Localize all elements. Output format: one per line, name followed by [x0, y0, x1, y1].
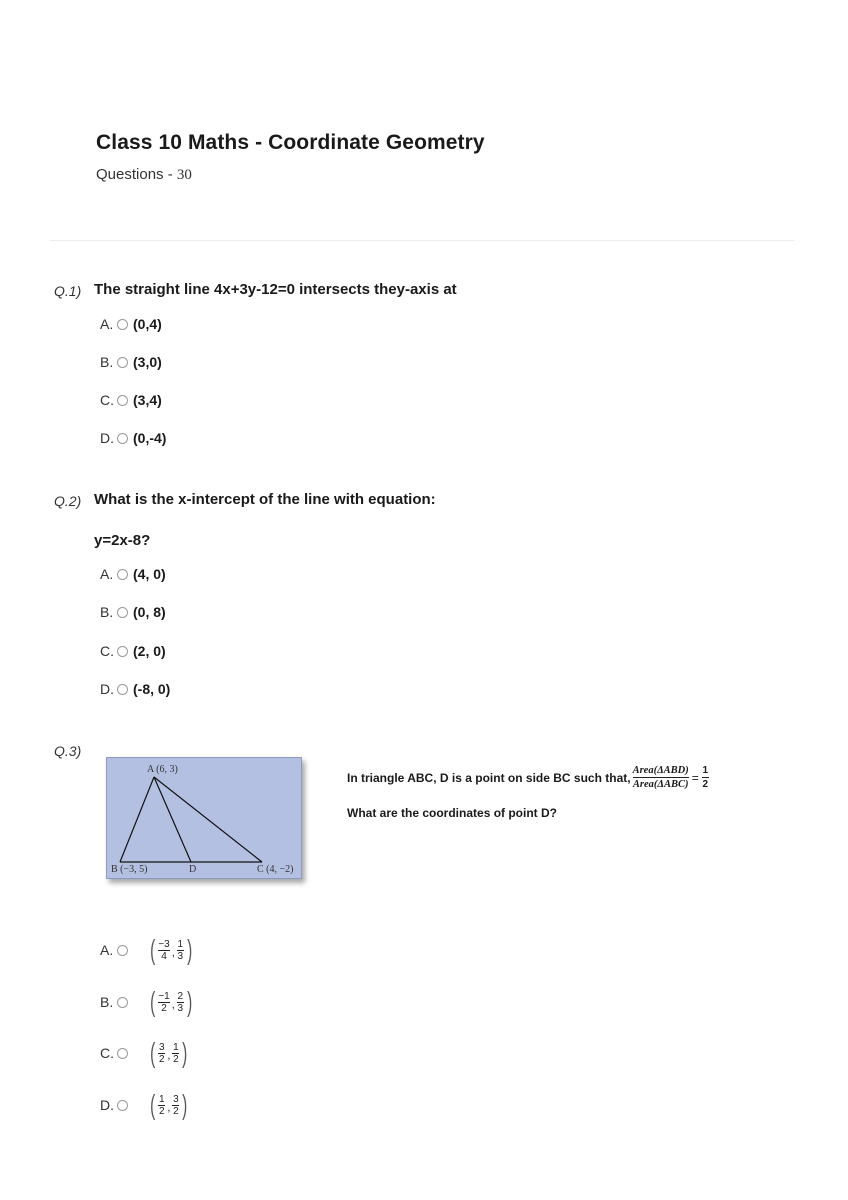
- x-fraction: [158, 939, 169, 962]
- y-denominator: 2: [173, 1105, 179, 1117]
- y-fraction: [177, 939, 184, 962]
- option-text: (0,4): [133, 316, 162, 332]
- right-paren: ): [182, 1037, 188, 1068]
- radio-button[interactable]: [117, 319, 128, 330]
- option-letter: D.: [100, 1097, 114, 1113]
- point-b-label: B (−3, 5): [111, 864, 148, 875]
- x-numerator: 3: [159, 1041, 165, 1053]
- x-fraction: [158, 991, 169, 1014]
- q3-statement-text: In triangle ABC, D is a point on side BC such that,: [347, 770, 631, 785]
- point-a-label: A (6, 3): [147, 764, 178, 775]
- q1-option-a[interactable]: [100, 314, 162, 334]
- comma: ,: [167, 1102, 171, 1114]
- questions-count: [96, 166, 192, 184]
- q3-option-d[interactable]: [100, 1090, 190, 1120]
- q2-label: Q.2): [54, 493, 82, 509]
- radio-button[interactable]: [117, 607, 128, 618]
- comma: ,: [171, 947, 175, 959]
- ratio-denominator: Area(ΔABC): [632, 779, 689, 790]
- comma: ,: [171, 999, 175, 1011]
- y-numerator: 2: [177, 990, 184, 1002]
- coordinate-pair: [148, 1039, 190, 1067]
- y-fraction: [172, 1094, 179, 1117]
- page-title: Class 10 Maths - Coordinate Geometry: [96, 131, 485, 154]
- option-letter: B.: [100, 354, 114, 370]
- q1-text: The straight line 4x+3y-12=0 intersects they-axis at: [94, 281, 457, 298]
- q3-option-c[interactable]: [100, 1038, 190, 1068]
- radio-button[interactable]: [117, 945, 128, 956]
- q2-option-a[interactable]: [100, 564, 166, 584]
- left-paren: (: [150, 934, 156, 965]
- option-letter: C.: [100, 392, 114, 408]
- option-text: (0,-4): [133, 430, 167, 446]
- radio-button[interactable]: [117, 997, 128, 1008]
- x-denominator: 4: [161, 950, 167, 962]
- y-numerator: 3: [173, 1093, 179, 1105]
- y-fraction: [177, 991, 184, 1014]
- questions-number: 30: [176, 167, 192, 183]
- y-fraction: [172, 1042, 179, 1065]
- x-fraction: [158, 1094, 165, 1117]
- radio-button[interactable]: [117, 1048, 128, 1059]
- q1-label: Q.1): [54, 283, 82, 299]
- y-numerator: 1: [173, 1041, 179, 1053]
- header-divider: [50, 240, 794, 241]
- option-text: (4, 0): [133, 566, 166, 582]
- triangle-diagram: [107, 758, 301, 878]
- q3-question: What are the coordinates of point D?: [347, 806, 558, 820]
- half-denominator: 2: [702, 779, 709, 790]
- option-text: (3,0): [133, 354, 162, 370]
- q2-equation: y=2x-8?: [94, 532, 151, 549]
- q2-option-d[interactable]: [100, 679, 170, 699]
- x-fraction: [158, 1042, 165, 1065]
- ratio-numerator: Area(ΔABD): [632, 765, 689, 776]
- side-ab: [120, 777, 154, 862]
- coordinate-pair: [148, 1091, 190, 1119]
- q1-option-b[interactable]: [100, 352, 162, 372]
- comma: ,: [167, 1050, 171, 1062]
- radio-button[interactable]: [117, 433, 128, 444]
- equals-sign: =: [691, 770, 699, 785]
- option-letter: D.: [100, 681, 114, 697]
- right-paren: ): [186, 986, 193, 1017]
- q3-option-a[interactable]: [100, 935, 194, 965]
- x-numerator: −1: [158, 990, 170, 1002]
- radio-button[interactable]: [117, 646, 128, 657]
- x-denominator: 2: [159, 1053, 165, 1065]
- fraction-bar: [702, 777, 709, 778]
- q2-option-b[interactable]: [100, 602, 166, 622]
- option-letter: C.: [100, 643, 114, 659]
- x-numerator: 1: [159, 1093, 165, 1105]
- area-ratio: [633, 765, 689, 790]
- point-d-label: D: [189, 864, 197, 875]
- radio-button[interactable]: [117, 684, 128, 695]
- x-numerator: −3: [158, 938, 170, 950]
- coordinate-pair: [148, 988, 194, 1016]
- y-numerator: 1: [177, 938, 184, 950]
- q3-label: Q.3): [54, 743, 82, 759]
- point-c-label: C (4, −2): [257, 864, 294, 875]
- radio-button[interactable]: [117, 1100, 128, 1111]
- questions-label: Questions -: [96, 166, 177, 183]
- option-letter: B.: [100, 604, 114, 620]
- y-denominator: 2: [173, 1053, 179, 1065]
- option-letter: D.: [100, 430, 114, 446]
- right-paren: ): [182, 1089, 188, 1120]
- left-paren: (: [150, 986, 156, 1017]
- option-letter: C.: [100, 1045, 114, 1061]
- side-ad: [154, 777, 191, 862]
- option-letter: B.: [100, 994, 114, 1010]
- option-text: (-8, 0): [133, 681, 171, 697]
- fraction-bar: [633, 777, 689, 778]
- option-text: (3,4): [133, 392, 162, 408]
- x-denominator: 2: [159, 1105, 165, 1117]
- option-letter: A.: [100, 942, 114, 958]
- option-letter: A.: [100, 316, 114, 332]
- left-paren: (: [150, 1037, 156, 1068]
- y-denominator: 3: [177, 950, 184, 962]
- one-half: [702, 765, 709, 790]
- option-text: (2, 0): [133, 643, 166, 659]
- q3-statement: [347, 765, 709, 790]
- option-letter: A.: [100, 566, 114, 582]
- side-ac: [154, 777, 262, 862]
- right-paren: ): [186, 934, 193, 965]
- radio-button[interactable]: [117, 569, 128, 580]
- left-paren: (: [150, 1089, 156, 1120]
- coordinate-pair: [148, 936, 194, 964]
- q3-option-b[interactable]: [100, 987, 194, 1017]
- triangle-figure: [106, 757, 302, 879]
- radio-button[interactable]: [117, 357, 128, 368]
- q1-option-d[interactable]: [100, 428, 166, 448]
- q2-option-c[interactable]: [100, 641, 166, 661]
- radio-button[interactable]: [117, 395, 128, 406]
- q2-text: What is the x-intercept of the line with equation:: [94, 491, 436, 508]
- x-denominator: 2: [161, 1002, 167, 1014]
- y-denominator: 3: [177, 1002, 184, 1014]
- half-numerator: 1: [702, 765, 709, 776]
- q1-option-c[interactable]: [100, 390, 162, 410]
- option-text: (0, 8): [133, 604, 166, 620]
